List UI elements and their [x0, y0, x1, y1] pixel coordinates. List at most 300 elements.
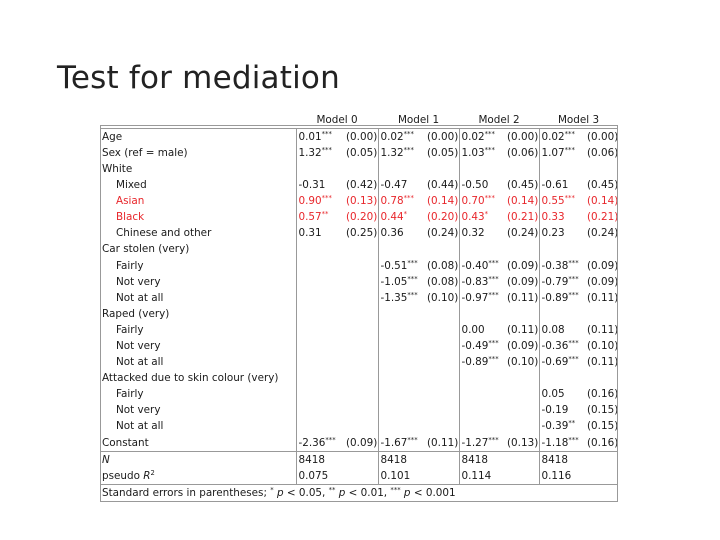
- empty-cell: [344, 468, 378, 485]
- significance-stars: ***: [484, 129, 495, 138]
- coef-cell: [459, 306, 505, 322]
- n-label: [100, 452, 296, 469]
- significance-stars: ***: [407, 290, 418, 299]
- significance-stars: *: [403, 210, 408, 219]
- coef-cell: [539, 146, 585, 162]
- empty-cell: [425, 452, 459, 469]
- coef-cell: [459, 242, 505, 258]
- coef-value: 0.23: [541, 227, 565, 240]
- table-row: [100, 210, 618, 226]
- coef-cell: [459, 323, 505, 339]
- se-cell: (0.05): [427, 146, 459, 159]
- significance-stars: ***: [564, 129, 575, 138]
- se-cell: (0.09): [507, 339, 539, 352]
- coef-value: 1.32: [298, 146, 322, 159]
- se-cell: (0.20): [427, 211, 459, 224]
- coef-value: -0.83: [461, 275, 489, 288]
- row-label: Constant: [100, 435, 296, 452]
- coef-value: -0.79: [541, 275, 569, 288]
- coef-cell: [539, 419, 585, 435]
- se-cell: [505, 371, 539, 387]
- footnote-part: < 0.01,: [345, 486, 391, 499]
- coef-cell: [378, 129, 425, 146]
- footnote-part: p: [400, 486, 411, 499]
- row-label: Age: [102, 130, 123, 143]
- table-row: [100, 339, 618, 355]
- footnote-part: < 0.05,: [283, 486, 329, 499]
- se-cell: (0.11): [507, 291, 539, 304]
- empty-cell: [585, 468, 618, 485]
- coef-value: -0.97: [461, 291, 489, 304]
- table-row: [100, 403, 618, 419]
- n-row: [100, 452, 618, 469]
- se-cell: (0.06): [507, 146, 539, 159]
- se-cell: [425, 323, 459, 339]
- se-cell: [344, 323, 378, 339]
- footnote-part: p: [335, 486, 346, 499]
- header-model-1: Model 1: [378, 113, 459, 129]
- coef-value: -1.35: [380, 291, 408, 304]
- coef-cell: [296, 258, 344, 274]
- significance-stars: ***: [568, 274, 579, 283]
- empty-cell: [344, 452, 378, 469]
- coef-cell: [459, 210, 505, 226]
- se-cell: [425, 371, 459, 387]
- coef-cell: [296, 306, 344, 322]
- footnote: [100, 485, 618, 502]
- se-cell: (0.25): [346, 227, 378, 240]
- coef-value: -1.27: [461, 436, 489, 449]
- table-row: [100, 355, 618, 371]
- coef-cell: [378, 226, 425, 242]
- significance-stars: ***: [325, 435, 336, 444]
- coef-value: -0.19: [541, 404, 569, 417]
- coef-value: 0.90: [298, 195, 322, 208]
- coef-value: 0.05: [541, 388, 565, 401]
- coef-value: -0.69: [541, 356, 569, 369]
- coef-cell: [378, 274, 425, 290]
- coef-cell: [378, 355, 425, 371]
- coef-cell: [539, 242, 585, 258]
- coef-cell: [296, 129, 344, 146]
- r2-symbol: R: [143, 469, 151, 482]
- se-cell: (0.14): [427, 195, 459, 208]
- coef-cell: [459, 290, 505, 306]
- se-cell: (0.10): [587, 339, 619, 352]
- table-row: [100, 371, 618, 387]
- significance-stars: ***: [407, 258, 418, 267]
- se-cell: (0.14): [507, 195, 539, 208]
- coef-cell: [539, 274, 585, 290]
- footnote-part: **: [328, 485, 336, 494]
- row-label: Fairly: [116, 323, 144, 336]
- coef-cell: [378, 387, 425, 403]
- coef-cell: [378, 419, 425, 435]
- coef-value: 0.00: [461, 323, 485, 336]
- coef-cell: [378, 194, 425, 210]
- se-cell: [505, 306, 539, 322]
- coef-cell: [539, 403, 585, 419]
- se-cell: (0.13): [505, 435, 539, 452]
- coef-value: 0.44: [380, 211, 404, 224]
- r2-exponent: 2: [150, 468, 155, 477]
- se-cell: (0.20): [346, 211, 378, 224]
- coef-value: -0.51: [380, 259, 408, 272]
- r2-label: [100, 468, 296, 485]
- se-cell: (0.08): [427, 259, 459, 272]
- r2-prefix: pseudo: [102, 469, 144, 482]
- coef-value: 0.57: [298, 211, 322, 224]
- coef-cell: [539, 371, 585, 387]
- coef-cell: [459, 339, 505, 355]
- se-cell: (0.08): [427, 275, 459, 288]
- footnote-part: p: [273, 486, 284, 499]
- se-cell: (0.10): [507, 356, 539, 369]
- coef-cell: [539, 323, 585, 339]
- row-label: Fairly: [116, 388, 144, 401]
- coef-value: 0.02: [541, 130, 565, 143]
- r2-value: 0.114: [459, 468, 505, 485]
- se-cell: (0.16): [587, 388, 619, 401]
- se-cell: (0.24): [427, 227, 459, 240]
- header-blank: [100, 113, 296, 129]
- coef-cell: [378, 146, 425, 162]
- row-label: Not very: [116, 339, 161, 352]
- se-cell: [505, 242, 539, 258]
- coef-value: 0.70: [461, 195, 485, 208]
- row-label: White: [102, 162, 133, 175]
- significance-stars: ***: [488, 338, 499, 347]
- significance-stars: ***: [568, 258, 579, 267]
- header-model-3: Model 3: [539, 113, 618, 129]
- se-cell: [344, 290, 378, 306]
- se-cell: (0.10): [427, 291, 459, 304]
- coef-value: -0.89: [541, 291, 569, 304]
- row-label: Not at all: [116, 420, 164, 433]
- se-cell: (0.11): [587, 323, 619, 336]
- se-cell: [425, 355, 459, 371]
- coef-cell: [296, 339, 344, 355]
- n-label-text: N: [102, 453, 110, 466]
- se-cell: (0.00): [587, 130, 619, 143]
- coef-value: -2.36: [298, 436, 326, 449]
- se-cell: (0.11): [507, 323, 539, 336]
- coef-value: 0.02: [461, 130, 485, 143]
- row-label: Not at all: [116, 356, 164, 369]
- coef-cell: [296, 274, 344, 290]
- table-row: [100, 274, 618, 290]
- coef-cell: [296, 210, 344, 226]
- coef-cell: [296, 290, 344, 306]
- se-cell: [505, 419, 539, 435]
- se-cell: (0.42): [346, 179, 378, 192]
- coef-cell: [539, 162, 585, 178]
- coef-value: -0.38: [541, 259, 569, 272]
- coef-value: -0.50: [461, 179, 489, 192]
- header-model-0: Model 0: [296, 113, 378, 129]
- coef-value: 0.31: [298, 227, 322, 240]
- coef-value: -1.18: [541, 436, 569, 449]
- se-cell: [425, 403, 459, 419]
- se-cell: [505, 162, 539, 178]
- coef-cell: [539, 355, 585, 371]
- coef-value: 0.36: [380, 227, 404, 240]
- se-cell: (0.15): [587, 404, 619, 417]
- empty-cell: [585, 452, 618, 469]
- coef-cell: [296, 403, 344, 419]
- se-cell: (0.13): [346, 195, 378, 208]
- table-row: [100, 435, 618, 452]
- coef-value: 0.33: [541, 211, 565, 224]
- row-label: Attacked due to skin colour (very): [102, 372, 279, 385]
- significance-stars: ***: [568, 290, 579, 299]
- significance-stars: ***: [403, 145, 414, 154]
- table-row: [100, 226, 618, 242]
- se-cell: (0.14): [587, 195, 619, 208]
- row-label: Fairly: [116, 259, 144, 272]
- se-cell: (0.09): [507, 275, 539, 288]
- coef-cell: [378, 323, 425, 339]
- header-model-2: Model 2: [459, 113, 539, 129]
- se-cell: (0.45): [587, 179, 619, 192]
- coef-value: 0.55: [541, 195, 565, 208]
- significance-stars: ***: [568, 355, 579, 364]
- significance-stars: ***: [484, 145, 495, 154]
- coef-cell: [459, 129, 505, 146]
- se-cell: (0.15): [587, 420, 619, 433]
- significance-stars: ***: [321, 129, 332, 138]
- se-cell: [344, 339, 378, 355]
- se-cell: [585, 162, 618, 178]
- coef-cell: [296, 162, 344, 178]
- se-cell: (0.09): [587, 275, 619, 288]
- significance-stars: **: [568, 419, 576, 428]
- footnote-part: Standard errors in parentheses;: [102, 486, 271, 499]
- n-value: 8418: [378, 452, 425, 469]
- significance-stars: ***: [321, 145, 332, 154]
- se-cell: (0.11): [587, 291, 619, 304]
- se-cell: [425, 339, 459, 355]
- se-cell: (0.44): [427, 179, 459, 192]
- r2-row: [100, 468, 618, 485]
- coef-value: -0.39: [541, 420, 569, 433]
- coef-cell: [539, 129, 585, 146]
- se-cell: [344, 162, 378, 178]
- significance-stars: ***: [488, 355, 499, 364]
- coef-value: -0.61: [541, 179, 569, 192]
- n-value: 8418: [296, 452, 344, 469]
- coef-value: 0.43: [461, 211, 485, 224]
- regression-table: [100, 113, 618, 502]
- coef-cell: [378, 162, 425, 178]
- table-row: [100, 419, 618, 435]
- footnote-part: ***: [390, 485, 401, 494]
- se-cell: (0.09): [344, 435, 378, 452]
- row-label: Asian: [116, 195, 145, 208]
- coef-value: 1.07: [541, 146, 565, 159]
- significance-stars: ***: [488, 274, 499, 283]
- coef-cell: [459, 419, 505, 435]
- coef-value: 0.02: [380, 130, 404, 143]
- se-cell: [344, 403, 378, 419]
- row-label: Car stolen (very): [102, 243, 190, 256]
- se-cell: (0.00): [346, 130, 378, 143]
- se-cell: [505, 387, 539, 403]
- coef-cell: [296, 371, 344, 387]
- significance-stars: ***: [568, 435, 579, 444]
- header-row: [100, 113, 618, 129]
- table-row: [100, 323, 618, 339]
- coef-value: -1.67: [380, 436, 408, 449]
- coef-cell: [296, 435, 344, 452]
- empty-cell: [425, 468, 459, 485]
- se-cell: [344, 419, 378, 435]
- se-cell: (0.11): [425, 435, 459, 452]
- coef-value: 0.01: [298, 130, 322, 143]
- se-cell: [585, 242, 618, 258]
- significance-stars: ***: [488, 435, 499, 444]
- se-cell: (0.21): [587, 211, 619, 224]
- coef-cell: [459, 178, 505, 194]
- se-cell: [344, 387, 378, 403]
- coef-cell: [378, 306, 425, 322]
- coef-value: -0.31: [298, 179, 326, 192]
- se-cell: (0.21): [507, 211, 539, 224]
- significance-stars: ***: [407, 274, 418, 283]
- significance-stars: ***: [564, 145, 575, 154]
- row-label: Chinese and other: [116, 227, 212, 240]
- coef-cell: [296, 178, 344, 194]
- coef-cell: [539, 306, 585, 322]
- se-cell: (0.00): [507, 130, 539, 143]
- se-cell: [425, 387, 459, 403]
- se-cell: (0.06): [587, 146, 619, 159]
- note-row: [100, 485, 618, 502]
- r2-value: 0.116: [539, 468, 585, 485]
- coef-cell: [296, 387, 344, 403]
- coef-cell: [459, 435, 505, 452]
- table-row: [100, 194, 618, 210]
- footnote-part: *: [270, 485, 274, 494]
- se-cell: (0.45): [507, 179, 539, 192]
- se-cell: (0.24): [507, 227, 539, 240]
- coef-value: 1.03: [461, 146, 485, 159]
- coef-value: 0.78: [380, 195, 404, 208]
- se-cell: [344, 306, 378, 322]
- coef-value: -1.05: [380, 275, 408, 288]
- se-cell: (0.11): [587, 356, 619, 369]
- coef-value: 0.32: [461, 227, 485, 240]
- empty-cell: [505, 468, 539, 485]
- coef-cell: [378, 290, 425, 306]
- significance-stars: ***: [564, 194, 575, 203]
- se-cell: [344, 242, 378, 258]
- row-label: Sex (ref = male): [102, 146, 188, 159]
- se-cell: (0.09): [587, 259, 619, 272]
- coef-cell: [296, 146, 344, 162]
- table-row: [100, 306, 618, 322]
- significance-stars: ***: [488, 290, 499, 299]
- coef-cell: [378, 178, 425, 194]
- table-row: [100, 387, 618, 403]
- significance-stars: ***: [403, 129, 414, 138]
- se-cell: [425, 162, 459, 178]
- table-row: [100, 146, 618, 162]
- row-label: Mixed: [116, 179, 147, 192]
- coef-cell: [378, 403, 425, 419]
- coef-cell: [539, 210, 585, 226]
- regression-table-container: [100, 113, 618, 502]
- coef-cell: [459, 258, 505, 274]
- coef-value: 1.32: [380, 146, 404, 159]
- coef-cell: [539, 387, 585, 403]
- significance-stars: ***: [484, 194, 495, 203]
- coef-cell: [296, 323, 344, 339]
- coef-cell: [539, 339, 585, 355]
- coef-cell: [296, 194, 344, 210]
- coef-cell: [539, 178, 585, 194]
- row-label: Not at all: [116, 291, 164, 304]
- coef-cell: [459, 355, 505, 371]
- coef-cell: [539, 258, 585, 274]
- coef-value: -0.40: [461, 259, 489, 272]
- table-body: [100, 113, 618, 502]
- slide-title: Test for mediation: [57, 60, 340, 96]
- row-label: Not very: [116, 404, 161, 417]
- significance-stars: *: [484, 210, 489, 219]
- coef-cell: [296, 355, 344, 371]
- table-row: [100, 178, 618, 194]
- coef-cell: [539, 194, 585, 210]
- table-row: [100, 242, 618, 258]
- significance-stars: **: [321, 210, 329, 219]
- table-row: [100, 258, 618, 274]
- coef-cell: [378, 242, 425, 258]
- se-cell: (0.16): [585, 435, 618, 452]
- coef-value: -0.36: [541, 339, 569, 352]
- table-row: [100, 162, 618, 178]
- coef-cell: [459, 371, 505, 387]
- se-cell: [505, 403, 539, 419]
- coef-value: -0.49: [461, 339, 489, 352]
- r2-value: 0.075: [296, 468, 344, 485]
- significance-stars: ***: [488, 258, 499, 267]
- r2-value: 0.101: [378, 468, 425, 485]
- coef-value: -0.89: [461, 356, 489, 369]
- coef-cell: [539, 290, 585, 306]
- coef-cell: [378, 258, 425, 274]
- footnote-part: < 0.001: [410, 486, 456, 499]
- se-cell: [425, 419, 459, 435]
- se-cell: [344, 355, 378, 371]
- se-cell: [344, 258, 378, 274]
- coef-cell: [459, 403, 505, 419]
- coef-cell: [459, 387, 505, 403]
- se-cell: [344, 371, 378, 387]
- coef-cell: [459, 146, 505, 162]
- row-label: Not very: [116, 275, 161, 288]
- coef-value: -0.47: [380, 179, 408, 192]
- significance-stars: ***: [403, 194, 414, 203]
- se-cell: (0.05): [346, 146, 378, 159]
- se-cell: (0.00): [427, 130, 459, 143]
- row-label: Black: [116, 211, 145, 224]
- coef-cell: [378, 339, 425, 355]
- coef-value: 0.08: [541, 323, 565, 336]
- coef-cell: [459, 194, 505, 210]
- empty-cell: [505, 452, 539, 469]
- coef-cell: [539, 226, 585, 242]
